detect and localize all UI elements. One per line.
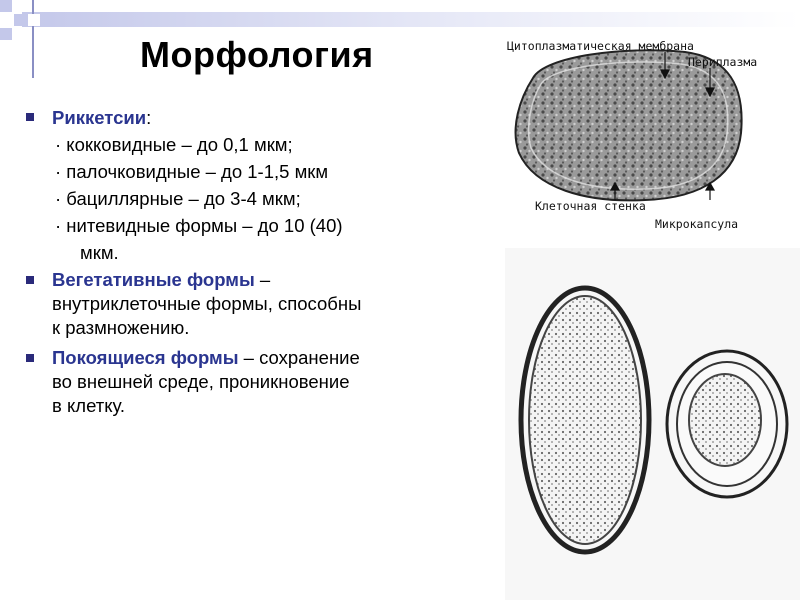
vegetative-line-2: к размножению. <box>52 317 190 338</box>
form-line: · кокковидные – до 0,1 мкм; <box>55 134 293 155</box>
resting-line-3: в клетку. <box>52 395 126 416</box>
corner-square <box>0 0 12 12</box>
bullet-rickettsia <box>22 104 502 131</box>
vegetative-line-1: внутриклеточные формы, способны <box>52 293 362 314</box>
cell-micrograph-top <box>516 50 742 200</box>
bullet-vegetative <box>22 268 502 340</box>
resting-text-1: – сохранение <box>238 347 360 368</box>
cell-drawing-large <box>521 288 649 552</box>
form-line: · бациллярные – до 3-4 мкм; <box>55 188 301 209</box>
form-line-continuation: мкм. <box>80 242 119 263</box>
corner-vertical-line <box>32 0 34 78</box>
top-gradient-band <box>22 12 800 27</box>
slide-title: Морфология <box>140 34 374 75</box>
form-line: · палочковидные – до 1-1,5 мкм <box>55 161 329 182</box>
resting-heading: Покоящиеся формы <box>52 347 239 368</box>
form-line: · нитевидные формы – до 10 (40) <box>55 215 343 236</box>
label-periplasm: Периплазма <box>688 55 758 69</box>
corner-square <box>28 14 40 26</box>
bullet-square-icon <box>26 354 34 362</box>
rickettsia-micrograph <box>505 38 800 600</box>
label-cell-wall: Клеточная стенка <box>535 199 646 213</box>
bullet-square-icon <box>26 276 34 284</box>
corner-square <box>14 14 26 26</box>
vegetative-dash: – <box>254 269 271 290</box>
rickettsia-colon: : <box>146 107 152 128</box>
resting-line-2: во внешней среде, проникновение <box>52 371 350 392</box>
corner-square <box>0 28 12 40</box>
cell-drawing-small <box>667 351 787 497</box>
bullet-resting <box>22 346 502 418</box>
label-membrane: Цитоплазматическая мембрана <box>507 39 694 53</box>
corner-square <box>14 28 26 40</box>
bullet-square-icon <box>26 113 34 121</box>
rickettsia-heading: Риккетсии <box>52 107 147 128</box>
corner-square <box>0 14 12 26</box>
vegetative-heading: Вегетативные формы <box>52 269 255 290</box>
corner-square <box>14 0 26 12</box>
bullet-list <box>22 104 502 418</box>
label-microcapsule: Микрокапсула <box>655 217 739 231</box>
